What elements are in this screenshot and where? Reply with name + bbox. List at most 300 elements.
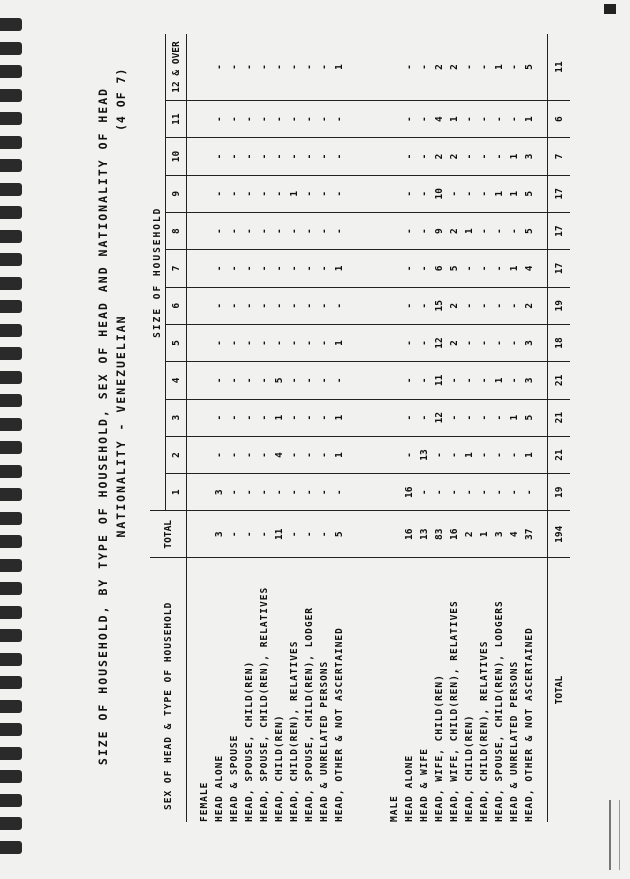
binding-coil	[0, 418, 22, 431]
table-row	[477, 34, 492, 822]
table-cell: -	[317, 511, 332, 558]
table-cell: -	[462, 474, 477, 511]
table-cell: -	[417, 212, 432, 249]
empty-cell	[197, 324, 212, 361]
spacer-cell	[187, 436, 198, 473]
spacer-row	[367, 34, 377, 822]
spacer-cell	[357, 34, 367, 101]
table-cell: -	[302, 175, 317, 212]
table-cell: -	[287, 287, 302, 324]
table-cell: -	[227, 212, 242, 249]
spacer-cell	[187, 287, 198, 324]
table-cell: -	[302, 212, 317, 249]
table-cell: -	[402, 212, 417, 249]
total-row	[548, 34, 571, 822]
binding-coil	[0, 324, 22, 337]
empty-cell	[387, 101, 402, 138]
size-column-header: 3	[166, 399, 187, 436]
table-row	[302, 34, 317, 822]
table-cell: -	[227, 324, 242, 361]
row-label: HEAD, SPOUSE, CHILD(REN)	[244, 660, 255, 822]
empty-cell	[197, 138, 212, 175]
table-cell: -	[507, 474, 522, 511]
table-cell: -	[212, 175, 227, 212]
table-cell: -	[462, 362, 477, 399]
spacer-cell	[367, 34, 377, 101]
binding-coil	[0, 559, 22, 572]
table-row	[332, 34, 347, 822]
row-label: HEAD, SPOUSE, CHILD(REN), LODGER	[304, 606, 315, 822]
table-cell: -	[272, 138, 287, 175]
spacer-cell	[537, 34, 548, 101]
table-cell: 2	[447, 138, 462, 175]
table-cell: -	[257, 250, 272, 287]
table-cell: -	[402, 34, 417, 101]
size-column-header: 6	[166, 287, 187, 324]
spacer-cell	[347, 558, 357, 822]
empty-cell	[387, 34, 402, 101]
table-cell: -	[242, 101, 257, 138]
spacer-cell	[357, 511, 367, 558]
binding-coil	[0, 277, 22, 290]
binding-coil	[0, 159, 22, 172]
spacer-cell	[367, 138, 377, 175]
female-section-row	[197, 34, 212, 822]
table-cell: -	[462, 101, 477, 138]
binding-coil	[0, 817, 22, 830]
size-column-header: 11	[166, 101, 187, 138]
table-cell: -	[477, 175, 492, 212]
table-cell: -	[332, 287, 347, 324]
empty-cell	[387, 362, 402, 399]
table-row	[402, 34, 417, 822]
row-label-header: SEX OF HEAD & TYPE OF HOUSEHOLD	[150, 558, 187, 822]
spacer-cell	[357, 101, 367, 138]
table-cell: -	[492, 287, 507, 324]
spacer-cell	[347, 175, 357, 212]
table-cell: -	[317, 436, 332, 473]
table-cell: -	[257, 101, 272, 138]
table-cell: 1	[332, 250, 347, 287]
size-group-header: SIZE OF HOUSEHOLD	[150, 34, 166, 511]
spacer-cell	[187, 34, 198, 101]
table-cell: 2	[447, 324, 462, 361]
table-cell: -	[477, 436, 492, 473]
table-cell: 9	[432, 212, 447, 249]
table-cell: -	[402, 362, 417, 399]
table-cell: -	[492, 436, 507, 473]
table-cell: -	[477, 250, 492, 287]
spacer-cell	[377, 399, 387, 436]
table-cell: -	[227, 175, 242, 212]
size-column-header: 1	[166, 474, 187, 511]
row-label: HEAD, CHILD(REN)	[464, 714, 475, 822]
table-cell: -	[212, 362, 227, 399]
binding-coil	[0, 582, 22, 595]
total-cell: 19	[548, 474, 571, 511]
table-cell: 1	[477, 511, 492, 558]
spacer-cell	[357, 287, 367, 324]
binding-coil	[0, 629, 22, 642]
spacer-cell	[377, 138, 387, 175]
spacer-row	[347, 34, 357, 822]
spacer-cell	[367, 175, 377, 212]
table-cell: -	[287, 436, 302, 473]
table-cell: -	[402, 324, 417, 361]
empty-cell	[197, 474, 212, 511]
table-cell: -	[447, 474, 462, 511]
table-cell: -	[212, 324, 227, 361]
spacer-cell	[357, 474, 367, 511]
table-cell: -	[317, 34, 332, 101]
table-cell: -	[492, 324, 507, 361]
spacer-cell	[537, 362, 548, 399]
table-cell: 1	[332, 436, 347, 473]
table-cell: 5	[272, 362, 287, 399]
spacer-cell	[367, 474, 377, 511]
table-row	[447, 34, 462, 822]
spacer-cell	[187, 474, 198, 511]
spacer-cell	[537, 324, 548, 361]
binding-coil	[0, 794, 22, 807]
table-cell: 2	[432, 34, 447, 101]
spacer-row	[537, 34, 548, 822]
table-cell: -	[302, 101, 317, 138]
table-cell: -	[302, 287, 317, 324]
table-cell: 13	[417, 436, 432, 473]
table-cell: 4	[272, 436, 287, 473]
table-cell: 37	[522, 511, 537, 558]
empty-cell	[197, 287, 212, 324]
table-cell: -	[287, 101, 302, 138]
spacer-cell	[377, 34, 387, 101]
table-cell: -	[417, 138, 432, 175]
total-cell: 17	[548, 250, 571, 287]
row-label: HEAD, SPOUSE, CHILD(REN), RELATIVES	[259, 586, 270, 822]
empty-cell	[387, 511, 402, 558]
household-table	[150, 34, 570, 822]
table-cell: -	[492, 250, 507, 287]
table-cell: -	[257, 324, 272, 361]
table-cell: -	[272, 175, 287, 212]
table-cell: -	[402, 399, 417, 436]
spacer-cell	[377, 474, 387, 511]
binding-coil	[0, 42, 22, 55]
spacer-cell	[347, 362, 357, 399]
total-cell: 18	[548, 324, 571, 361]
spacer-cell	[537, 474, 548, 511]
table-cell: -	[402, 175, 417, 212]
table-cell: 1	[522, 101, 537, 138]
table-cell: 2	[432, 138, 447, 175]
table-cell: -	[257, 511, 272, 558]
total-cell: 17	[548, 175, 571, 212]
spacer-cell	[347, 287, 357, 324]
table-cell: -	[227, 287, 242, 324]
size-column-header: 10	[166, 138, 187, 175]
binding-coil	[0, 535, 22, 548]
empty-cell	[387, 212, 402, 249]
spacer-row	[357, 34, 367, 822]
total-cell: 19	[548, 287, 571, 324]
spacer-cell	[377, 101, 387, 138]
table-cell: -	[287, 34, 302, 101]
spacer-cell	[377, 212, 387, 249]
table-cell: -	[417, 175, 432, 212]
row-label: HEAD, WIFE, CHILD(REN)	[434, 674, 445, 822]
table-cell: -	[462, 324, 477, 361]
row-label: HEAD ALONE	[404, 754, 415, 822]
table-row	[227, 34, 242, 822]
size-column-header: 7	[166, 250, 187, 287]
spacer-cell	[367, 287, 377, 324]
table-cell: -	[462, 34, 477, 101]
table-cell: -	[242, 436, 257, 473]
row-label: HEAD, CHILD(REN), RELATIVES	[289, 640, 300, 822]
total-cell: 6	[548, 101, 571, 138]
size-column-header: 2	[166, 436, 187, 473]
table-cell: -	[402, 287, 417, 324]
spacer-cell	[187, 399, 198, 436]
size-column-header: 12 & OVER	[166, 34, 187, 101]
total-cell: 21	[548, 436, 571, 473]
empty-cell	[387, 287, 402, 324]
spacer-cell	[347, 511, 357, 558]
spacer-cell	[187, 175, 198, 212]
table-cell: -	[212, 399, 227, 436]
table-cell: 3	[522, 324, 537, 361]
table-cell: 2	[522, 287, 537, 324]
spacer-cell	[357, 399, 367, 436]
table-cell: 5	[522, 34, 537, 101]
binding-coil	[0, 653, 22, 666]
table-cell: -	[257, 34, 272, 101]
table-cell: 5	[522, 212, 537, 249]
row-label: HEAD, CHILD(REN)	[274, 714, 285, 822]
spacer-cell	[377, 558, 387, 822]
spacer-cell	[367, 558, 377, 822]
table-cell: -	[227, 362, 242, 399]
table-cell: -	[402, 101, 417, 138]
binding-coil	[0, 723, 22, 736]
table-cell: -	[287, 511, 302, 558]
spacer-row	[187, 34, 198, 822]
total-cell: 17	[548, 212, 571, 249]
table-cell: -	[417, 287, 432, 324]
table-cell: 1	[492, 34, 507, 101]
spacer-cell	[347, 34, 357, 101]
table-row	[212, 34, 227, 822]
spacer-cell	[537, 101, 548, 138]
table-cell: -	[227, 474, 242, 511]
empty-cell	[197, 175, 212, 212]
empty-cell	[387, 324, 402, 361]
table-cell: -	[242, 362, 257, 399]
table-cell: -	[317, 250, 332, 287]
table-cell: -	[317, 362, 332, 399]
table-cell: -	[272, 324, 287, 361]
table-cell: 1	[492, 362, 507, 399]
empty-cell	[197, 212, 212, 249]
table-cell: 4	[507, 511, 522, 558]
female-section-label: FEMALE	[199, 781, 210, 822]
table-cell: 2	[447, 287, 462, 324]
table-cell: -	[492, 101, 507, 138]
spacer-cell	[357, 436, 367, 473]
spacer-cell	[367, 511, 377, 558]
spacer-cell	[187, 324, 198, 361]
binding-coil	[0, 488, 22, 501]
table-cell: -	[462, 250, 477, 287]
spacer-cell	[367, 101, 377, 138]
table-cell: -	[287, 399, 302, 436]
empty-cell	[197, 511, 212, 558]
spacer-cell	[537, 138, 548, 175]
table-cell: 16	[447, 511, 462, 558]
table-cell: -	[507, 34, 522, 101]
spacer-cell	[357, 324, 367, 361]
spacer-cell	[537, 287, 548, 324]
table-cell: -	[287, 212, 302, 249]
spacer-cell	[187, 250, 198, 287]
empty-cell	[387, 250, 402, 287]
total-cell: 7	[548, 138, 571, 175]
table-cell: -	[227, 250, 242, 287]
spacer-cell	[537, 558, 548, 822]
table-cell: -	[302, 474, 317, 511]
binding-coil	[0, 112, 22, 125]
table-cell: 1	[507, 250, 522, 287]
table-cell: -	[287, 474, 302, 511]
spacer-cell	[357, 138, 367, 175]
spacer-cell	[537, 250, 548, 287]
table-cell: -	[417, 101, 432, 138]
spacer-cell	[347, 324, 357, 361]
size-column-header: 8	[166, 212, 187, 249]
table-cell: 4	[522, 250, 537, 287]
table-cell: -	[507, 287, 522, 324]
table-row	[462, 34, 477, 822]
table-cell: -	[317, 138, 332, 175]
spacer-cell	[347, 399, 357, 436]
binding-coil	[0, 465, 22, 478]
table-cell: 2	[447, 34, 462, 101]
spacer-cell	[537, 399, 548, 436]
table-cell: -	[492, 212, 507, 249]
table-cell: -	[317, 101, 332, 138]
table-title: SIZE OF HOUSEHOLD, BY TYPE OF HOUSEHOLD, SEX OF HEAD AND NATIONALITY OF HEAD	[96, 86, 110, 766]
empty-cell	[387, 138, 402, 175]
table-row	[492, 34, 507, 822]
empty-cell	[197, 101, 212, 138]
binding-coil	[0, 183, 22, 196]
table-cell: -	[302, 511, 317, 558]
table-cell: -	[417, 250, 432, 287]
binding-coil	[0, 89, 22, 102]
binding-coil	[0, 347, 22, 360]
table-cell: 11	[272, 511, 287, 558]
table-cell: -	[212, 436, 227, 473]
table-cell: -	[212, 138, 227, 175]
table-cell: -	[507, 324, 522, 361]
row-label: HEAD & UNRELATED PERSONS	[509, 660, 520, 822]
spacer-cell	[377, 175, 387, 212]
table-cell: -	[257, 399, 272, 436]
table-cell: 16	[402, 474, 417, 511]
table-cell: -	[402, 138, 417, 175]
table-cell: 3	[212, 511, 227, 558]
table-cell: -	[242, 399, 257, 436]
table-body	[187, 34, 571, 822]
spacer-cell	[537, 511, 548, 558]
binding-coil	[0, 18, 22, 31]
table-cell: -	[417, 362, 432, 399]
table-cell: 1	[287, 175, 302, 212]
binding-coil	[0, 770, 22, 783]
table-cell: -	[317, 399, 332, 436]
table-cell: -	[242, 324, 257, 361]
table-cell: -	[417, 34, 432, 101]
table-cell: 15	[432, 287, 447, 324]
spacer-cell	[347, 138, 357, 175]
spacer-cell	[367, 399, 377, 436]
binding-coil	[0, 230, 22, 243]
table-cell: 11	[432, 362, 447, 399]
table-cell: -	[317, 175, 332, 212]
total-cell: 194	[548, 511, 571, 558]
table-cell: -	[242, 250, 257, 287]
spacer-cell	[347, 474, 357, 511]
table-cell: -	[317, 474, 332, 511]
spacer-cell	[347, 212, 357, 249]
spacer-cell	[367, 362, 377, 399]
table-cell: -	[507, 101, 522, 138]
table-cell: -	[257, 362, 272, 399]
table-cell: 3	[492, 511, 507, 558]
table-cell: -	[477, 34, 492, 101]
spacer-cell	[357, 362, 367, 399]
table-row	[272, 34, 287, 822]
table-cell: -	[212, 212, 227, 249]
spacer-cell	[537, 436, 548, 473]
spacer-cell	[187, 212, 198, 249]
binding-coil	[0, 371, 22, 384]
binding-coil	[0, 676, 22, 689]
table-cell: 3	[522, 362, 537, 399]
table-cell: 12	[432, 399, 447, 436]
spacer-cell	[187, 362, 198, 399]
table-cell: -	[447, 175, 462, 212]
table-cell: -	[332, 175, 347, 212]
table-cell: -	[227, 34, 242, 101]
table-cell: 5	[522, 399, 537, 436]
table-cell: 3	[212, 474, 227, 511]
table-cell: 1	[332, 34, 347, 101]
table-cell: -	[432, 474, 447, 511]
binding-coil	[0, 841, 22, 854]
table-cell: -	[227, 399, 242, 436]
spacer-cell	[537, 175, 548, 212]
corner-mark	[604, 4, 616, 14]
table-cell: -	[302, 250, 317, 287]
table-cell: -	[257, 212, 272, 249]
table-cell: -	[302, 34, 317, 101]
size-column-header: 5	[166, 324, 187, 361]
spacer-cell	[347, 436, 357, 473]
row-label: HEAD & SPOUSE	[229, 734, 240, 822]
table-cell: -	[287, 138, 302, 175]
table-cell: -	[462, 138, 477, 175]
